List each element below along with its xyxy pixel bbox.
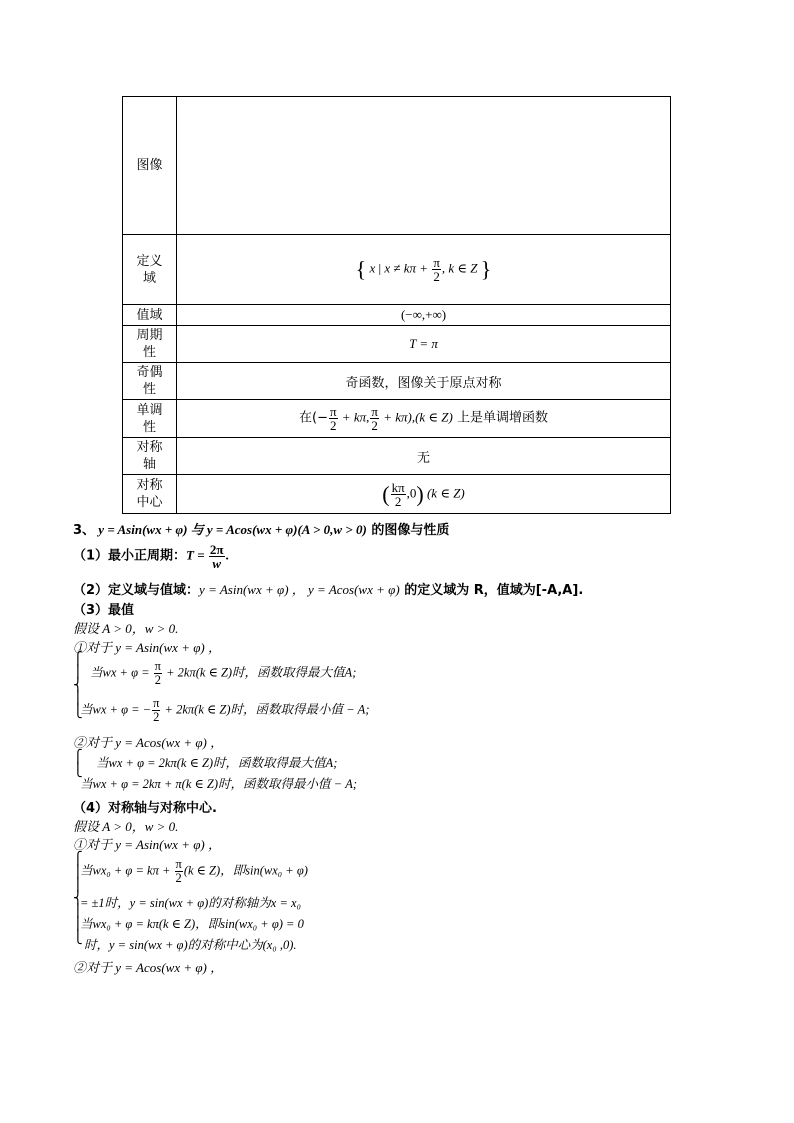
case-post: (k ∈ Z)，即sin(wx₀ + φ)	[183, 863, 308, 878]
section-number: 3、	[73, 523, 96, 538]
graph-cell	[177, 97, 671, 235]
monotonicity-cell	[177, 400, 671, 438]
symmetry-heading: （4）对称轴与对称中心.	[73, 801, 217, 816]
domain-var: x	[369, 260, 376, 276]
fraction-denominator: 2	[433, 269, 440, 284]
table-row	[123, 235, 671, 305]
table-row	[123, 438, 671, 475]
sin-intro-text: ①对于 y = Asin(wx + φ) ，	[73, 640, 221, 655]
case-pre: 当wx₀ + φ = kπ +	[80, 863, 174, 878]
table-row	[123, 326, 671, 363]
fraction-denominator: 2	[394, 493, 402, 509]
mono-pre: 在(−	[299, 410, 328, 426]
case-text: 当wx₀ + φ = kπ(k ∈ Z)，即sin(wx₀ + φ) = 0	[80, 917, 304, 931]
right-brace: }	[480, 256, 492, 282]
fraction	[391, 481, 406, 508]
section-title-tail: 的图像与性质	[366, 523, 450, 538]
case-text: 时，y = sin(wx + φ)的对称中心为(x₀ ,0).	[84, 938, 297, 952]
extrema-heading: （3）最值	[73, 603, 135, 618]
sym-case-line4	[84, 935, 296, 953]
domain-range-math: y = Asin(wx + φ) ， y = Acos(wx + φ)	[199, 582, 400, 597]
sin-intro	[73, 637, 221, 656]
fraction-numerator: kπ	[391, 479, 405, 495]
sym-sin-intro	[73, 834, 221, 853]
case-text: 当wx + φ = 2kπ + π(k ∈ Z)时，函数取得最小值 − A;	[80, 777, 357, 791]
cos-min-case	[80, 774, 357, 792]
left-brace: {	[355, 256, 367, 282]
row-label-period: 周期 性	[123, 326, 177, 363]
table-row	[123, 475, 671, 514]
symmetry-assumption	[73, 816, 178, 835]
cos-max-case	[96, 753, 337, 771]
period-math: T =	[186, 547, 205, 563]
case-pre: 当wx + φ =	[90, 665, 153, 680]
sin-intro-text: ①对于 y = Asin(wx + φ) ，	[73, 837, 221, 852]
period-formula: T = π	[409, 336, 438, 351]
fraction-numerator: π	[175, 857, 182, 871]
section3-title	[73, 519, 449, 538]
case-text: = ±1时，y = sin(wx + φ)的对称轴为x = x₀	[80, 896, 301, 910]
row-label-parity: 奇偶 性	[123, 363, 177, 400]
pi-over-2-fraction	[432, 256, 441, 283]
table-row	[123, 363, 671, 400]
mono-suffix: 上是单调增函数	[452, 410, 548, 426]
assumption-text: 假设 A > 0，w > 0.	[73, 621, 179, 636]
fraction	[329, 405, 338, 432]
axis-cell: 无	[177, 438, 671, 475]
fraction-numerator: π	[329, 404, 337, 419]
right-paren: )	[416, 481, 424, 506]
row-label-range: 值域	[123, 305, 177, 326]
period-label: （1）最小正周期：	[73, 548, 187, 564]
left-paren: (	[382, 481, 390, 506]
sin-min-case	[80, 697, 369, 724]
fraction-numerator: π	[371, 404, 378, 419]
center-tail: (k ∈ Z)	[423, 484, 465, 500]
domain-range-tail: 的定义域为 R，值域为[-A,A].	[399, 583, 584, 598]
fraction-numerator: π	[153, 696, 160, 710]
domain-cond: x ≠ kπ +	[384, 260, 432, 276]
extrema-assumption	[73, 618, 178, 637]
cos-intro-text: ②对于 y = Acos(wx + φ) ，	[73, 735, 224, 750]
case-brace: ⎧ ⎪ ⎨ ⎪ ⎩	[73, 652, 83, 719]
parity-cell: 奇函数，图像关于原点对称	[177, 363, 671, 400]
domain-range-label: （2）定义域与值域：	[73, 583, 200, 598]
row-label-center: 对称 中心	[123, 475, 177, 514]
case-brace: ⎧ ⎩	[73, 750, 83, 778]
cos-intro-text: ②对于 y = Acos(wx + φ) ，	[73, 960, 224, 975]
mono-mid: + kπ,	[338, 409, 370, 425]
section-title-math: y = Asin(wx + φ) 与 y = Acos(wx + φ)(A > 0,w > 0)	[98, 522, 367, 537]
case-pre: 当wx + φ = −	[80, 702, 152, 717]
table-row	[123, 305, 671, 326]
fraction-numerator: π	[154, 659, 161, 673]
center-cell	[177, 475, 671, 514]
fraction	[152, 697, 160, 724]
fraction-denominator: 2	[153, 710, 160, 724]
row-label-domain	[123, 235, 177, 305]
fraction	[370, 405, 379, 432]
fraction-denominator: w	[212, 556, 222, 571]
row-label-text: 定义 域	[136, 253, 163, 286]
fraction-numerator: 2π	[209, 542, 224, 557]
period-cell	[177, 326, 671, 363]
center-rest: ,0	[406, 484, 417, 500]
mono-end: + kπ),(k ∈ Z)	[379, 409, 453, 425]
row-label-graph: 图像	[123, 97, 177, 235]
fraction-denominator: 2	[371, 418, 378, 433]
domain-range-line	[73, 579, 583, 598]
sym-cos-intro	[73, 957, 223, 976]
fraction-denominator: 2	[175, 871, 182, 885]
fraction	[175, 858, 183, 885]
domain-tail: , k ∈ Z	[441, 260, 478, 276]
sin-max-case	[90, 660, 356, 687]
sym-case-line3	[80, 914, 304, 932]
fraction-denominator: 2	[154, 673, 161, 687]
cos-intro	[73, 732, 223, 751]
fraction	[209, 543, 225, 570]
table-row	[123, 400, 671, 438]
case-text: 当wx + φ = 2kπ(k ∈ Z)时，函数取得最大值A;	[96, 756, 338, 770]
period-line	[73, 543, 229, 570]
row-label-axis: 对称 轴	[123, 438, 177, 475]
case-post: + 2kπ(k ∈ Z)时，函数取得最大值A;	[162, 665, 357, 680]
fraction-denominator: 2	[330, 418, 337, 433]
row-label-monotonicity: 单调 性	[123, 400, 177, 438]
properties-table	[122, 96, 671, 514]
assumption-text: 假设 A > 0，w > 0.	[73, 819, 179, 834]
table-row	[123, 97, 671, 235]
domain-cell	[177, 235, 671, 305]
domain-bar: |	[375, 260, 385, 276]
sym-case-line2	[80, 893, 301, 911]
case-brace: ⎧ ⎪ ⎪ ⎨ ⎪ ⎪ ⎩	[73, 852, 83, 945]
fraction	[154, 660, 162, 687]
period-end: .	[225, 547, 229, 563]
sym-case-line1	[80, 858, 308, 885]
range-cell: (−∞,+∞)	[177, 305, 671, 326]
case-post: + 2kπ(k ∈ Z)时，函数取得最小值 − A;	[161, 702, 370, 717]
fraction-numerator: π	[433, 255, 440, 270]
